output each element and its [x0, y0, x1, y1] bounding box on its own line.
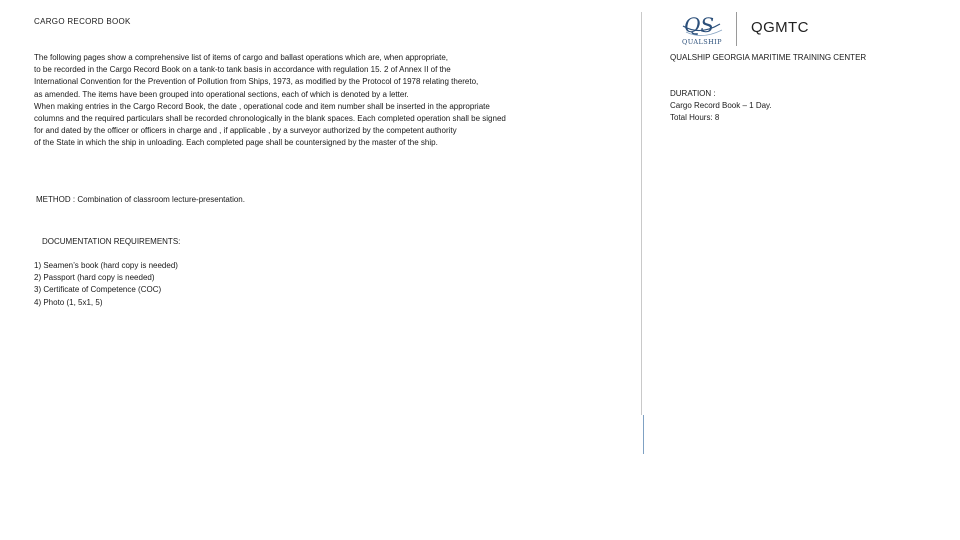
document-title: CARGO RECORD BOOK [34, 17, 131, 26]
total-hours: Total Hours: 8 [670, 113, 720, 122]
vertical-divider-accent [643, 415, 644, 454]
intro-line: International Convention for the Prevention of Pollution from Ships, 1973, as modified by the Protocol of 1978 relating thereto, [34, 77, 479, 87]
method-text: METHOD : Combination of classroom lecture-presentation. [36, 195, 245, 204]
intro-line: The following pages show a comprehensive list of items of cargo and ballast operations which are, when appropriate, [34, 53, 449, 62]
list-item: 4) Photo (1, 5x1, 5) [34, 297, 103, 307]
intro-line: columns and the required particulars shall be recorded chronologically in the blank spaces. Each completed operation shall be signed [34, 114, 506, 124]
documentation-heading: DOCUMENTATION REQUIREMENTS: [42, 237, 181, 246]
qualship-logo-icon [680, 10, 742, 48]
intro-line: When making entries in the Cargo Record Book, the date , operational code and item number shall be inserted in the appropriate [34, 101, 490, 111]
duration-value: Cargo Record Book – 1 Day. [670, 101, 772, 110]
brand-name: QGMTC [751, 19, 809, 36]
training-center-name: QUALSHIP GEORGIA MARITIME TRAINING CENTER [670, 53, 867, 62]
list-item: 1) Seamen’s book (hard copy is needed) [34, 261, 178, 270]
intro-line: to be recorded in the Cargo Record Book on a tank-to tank basis in accordance with regulation 15. 2 of Annex II of the [34, 65, 451, 75]
intro-line: as amended. The items have been grouped into operational sections, each of which is denoted by a letter. [34, 89, 409, 99]
logo-wordmark: QUALSHIP [682, 38, 722, 46]
vertical-divider [641, 12, 642, 415]
intro-line: for and dated by the officer or officers in charge and , if applicable , by a surveyor authorized by the competent authority [34, 126, 457, 136]
intro-line: of the State in which the ship in unloading. Each completed page shall be countersigned by the master of the ship. [34, 138, 438, 148]
logo-initials: QS [684, 13, 715, 37]
duration-heading: DURATION : [670, 89, 716, 98]
documentation-list [34, 260, 178, 309]
list-item: 2) Passport (hard copy is needed) [34, 273, 155, 283]
intro-paragraph [34, 52, 634, 150]
list-item: 3) Certificate of Competence (COC) [34, 285, 162, 295]
logo-divider [736, 12, 737, 46]
